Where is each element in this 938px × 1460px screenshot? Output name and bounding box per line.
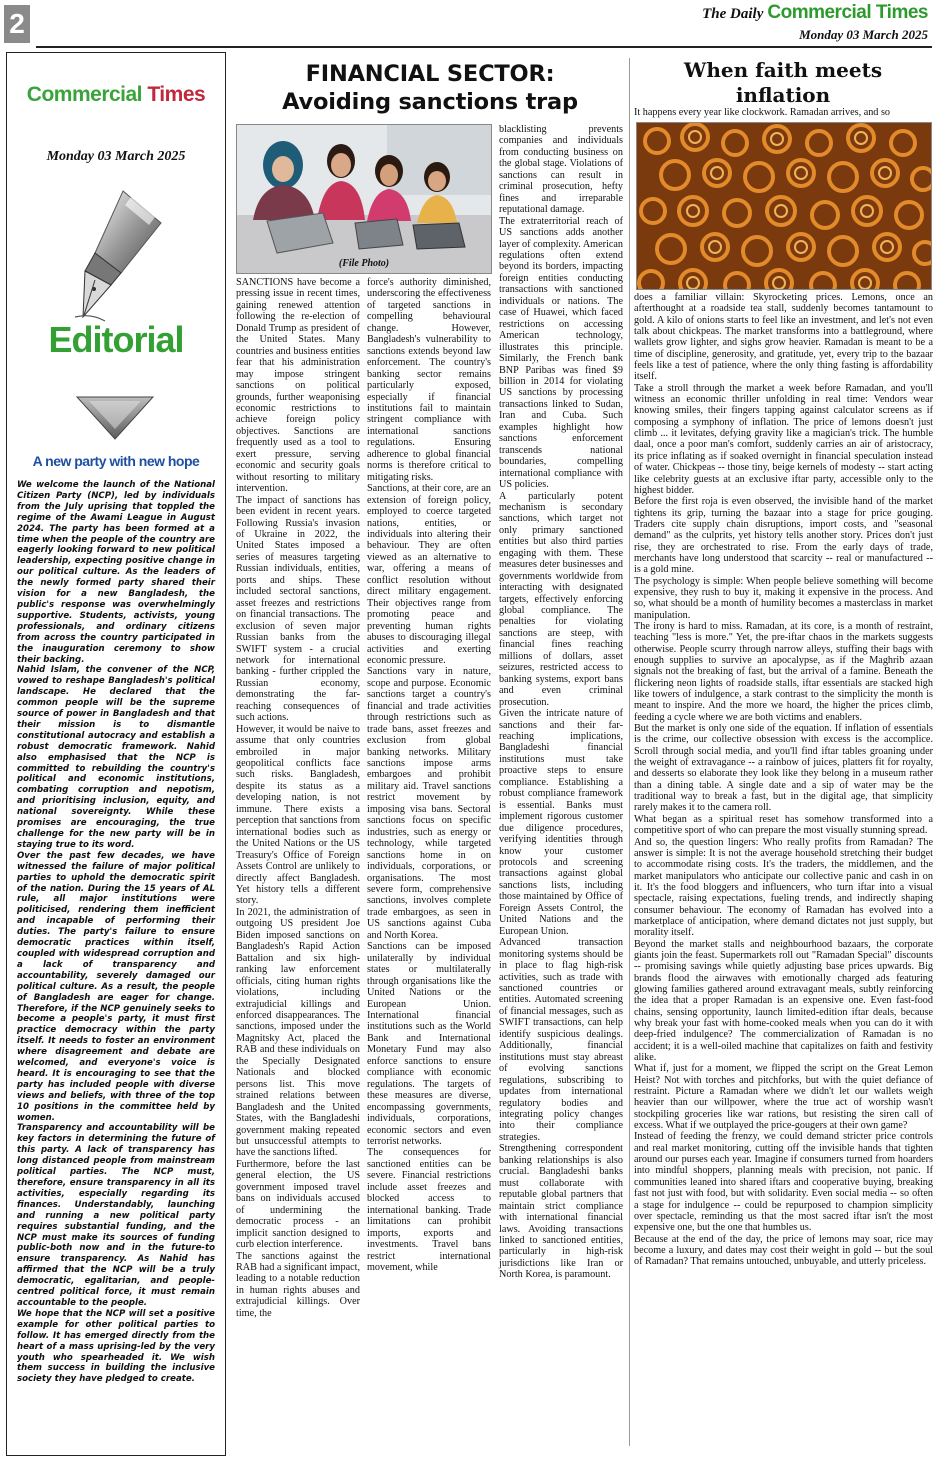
article-paragraph: Advanced transaction monitoring systems should be in place to flag high-risk activities, such as trade with sanctioned countries or entities. Automated screening of financial messages, such as SWIFT transactions, can help identify suspicious dealings. Additionally, financial institutions must stay abreast of evolving sanctions regulations, subscribing to updates from international regulatory bodies and integrating policy changes into their compliance strategies. <box>499 937 623 1143</box>
office-photo-illustration <box>237 125 492 274</box>
article-paragraph: does a familiar villain: Skyrocketing prices. Lemons, once an afterthought at a roadside tea stall, suddenly becomes tantamount to gold. A kilo of onions starts to feel like an investment, and let's not even talk about chickpeas. The market transforms into a battleground, where wallets grow lighter, and sighs grow heavier. Ramadan is meant to be a time of discipline, generosity, and gratitude, yet, every trip to the bazaar feels like a test of patience, where the only thing fasting is affordability itself. <box>634 292 933 383</box>
article-paragraph: Sanctions, at their core, are an extension of foreign policy, employed to coerce targeted nations, entities, or individuals into altering their behaviour. They are often viewed as an alternative to war, offering a means of conflict resolution without direct military engagement. Their objectives range from promoting peace and preventing human rights abuses to discouraging illegal activities and exerting economic pressure. <box>367 483 491 666</box>
editorial-section-title: Editorial <box>48 319 184 360</box>
financial-column-3 <box>499 124 623 1281</box>
financial-column-1 <box>236 277 360 1319</box>
article-paragraph: The consequences for sanctioned entities can be severe. Financial restrictions include asset freezes and blocked access to international banking. Trade limitations can prohibit imports, exports and investments. Travel bans restrict international movement, while <box>367 1147 491 1273</box>
article-paragraph: The psychology is simple: When people believe something will become expensive, they rush to buy it, making it expensive in the process. And so, what should be a month of humility becomes a masterclass in market manipulation. <box>634 575 933 621</box>
article-paragraph: In 2021, the administration of outgoing US president Joe Biden imposed sanctions on Bangladesh's Rapid Action Battalion and six high-ranking law enforcement officials, citing human rights violations, including extrajudicial killings and enforced disappearances. The sanctions, imposed under the Magnitsky Act, placed the RAB and these individuals on the Specially Designated Nationals and blocked persons list. This move strained relations between Bangladesh and the United States, with the Bangladeshi government making repeated but unsuccessful attempts to have the sanctions lifted. <box>236 906 360 1159</box>
editorial-paragraph: Over the past few decades, we have witnessed the failure of major political parties to uphold the democratic spirit of the nation. During the 15 years of AL rule, all major institutions were politicised, rendering them inefficient and incapable of performing their duties. The party's failure to ensure democratic practices within itself, coupled with widespread corruption and a lack of transparency and accountability, severely damaged our political culture. As a result, the people of Bangladesh are eager for change. Therefore, if the NCP genuinely seeks to become a people's party, it must first practice democracy within the party itself. It needs to foster an environment where disagreement and debate are welcomed, and everyone's voice is heard. It is encouraging to see that the party has included people with diverse views and beliefs, with three of the top 10 positions in the committee held by women. <box>17 850 215 1123</box>
commercial-times-logo <box>7 83 225 107</box>
article-paragraph: However, it would be naive to assume that only countries embroiled in major geopolitical conflicts face such risks. Bangladesh, despite its status as a developing nation, is not immune. There exists a perception that sanctions from international bodies such as the United Nations or the US Treasury's Office of Foreign Assets Control are unlikely to directly affect Bangladesh. Yet history tells a different story. <box>236 723 360 907</box>
article-paragraph: What began as a spiritual reset has somehow transformed into a competitive sport of who can prepare the most visually stunning spread. <box>634 813 933 837</box>
masthead <box>702 2 928 24</box>
jilapi-illustration <box>637 123 932 290</box>
headline-line-1: When faith meets <box>683 58 883 82</box>
editorial-body <box>17 480 215 1385</box>
editorial-date: Monday 03 March 2025 <box>46 149 186 164</box>
logo-word-times: Times <box>147 83 206 106</box>
faith-article-intro: It happens every year like clockwork. Ramadan arrives, and so <box>634 107 891 118</box>
women-at-laptops-photo <box>236 124 492 274</box>
article-paragraph: Strengthening correspondent banking relationships is also crucial. Bangladeshi banks must collaborate with reputable global partners that maintain strict compliance with international financial laws. Avoiding transactions linked to sanctioned entities, particularly in high-risk jurisdictions like Iran or North Korea, is paramount. <box>499 1143 623 1281</box>
article-paragraph: The extraterritorial reach of US sanctions adds another layer of complexity. American regulations often extend beyond its borders, impacting foreign entities conducting transactions with sanctioned individuals or nations. The case of Huawei, which faced restrictions on accessing American technology, illustrates this principle. Similarly, the French bank BNP Paribas was fined $9 billion in 2014 for violating US sanctions by processing transactions linked to Sudan, Iran and Cuba. Such examples highlight how sanctions enforcement transcends national boundaries, compelling international compliance with US policies. <box>499 215 623 491</box>
article-paragraph: The sanctions against the RAB had a significant impact, leading to a notable reduction in human rights abuses and extrajudicial killings. Over time, the <box>236 1250 360 1319</box>
editorial-paragraph: We welcome the launch of the National Citizen Party (NCP), led by individuals from the July uprising that toppled the regime of the Awami League in August 2024. The party has been formed at a time when the people of the country are eagerly looking forward to new political leadership, expecting positive change in our political culture. As the leaders of the newly formed party shared their vision for a new Bangladesh, the public's response was overwhelmingly supportive. Students, activists, young professionals, and ordinary citizens from across the country participated in the inauguration ceremony to show their backing. <box>17 480 215 665</box>
header-rule <box>36 46 932 48</box>
masthead-prefix: The Daily <box>702 6 764 22</box>
article-paragraph: The irony is hard to miss. Ramadan, at its core, is a month of restraint, teaching "less is more." Yet, the pre-iftar chaos in the markets suggests otherwise. People scurry through narrow alleys, stuffing their bags with enough supplies to survive an apocalypse, as if the Maghrib azaan signals not the breaking of fast, but the arrival of a famine. Beneath the flickering neon lights of roadside stalls, iftar essentials are stacked high like towers of indulgence, a stark contrast to the simplicity the month is meant to inspire. And the more we hoard, the higher the prices climb, feeding a cycle where we are both victims and enablers. <box>634 620 933 723</box>
article-paragraph: Furthermore, before the last general election, the US government imposed travel bans on individuals accused of undermining the democratic process - an implicit sanction designed to curb election interference. <box>236 1158 360 1251</box>
article-paragraph: Beyond the market stalls and neighbourhood bazaars, the corporate giants join the feast. Supermarkets roll out "Ramadan Special" discounts -- promising savings while quietly adjusting base prices upwards. Big brands flood the airwaves with emotionally charged ads featuring glowing families gathered around extravagant meals, subtly reinforcing the idea that a proper Ramadan is an expensive one. Even fast-food chains, sensing opportunity, launch limited-edition iftar deals, because why break your fast with home-cooked meals when you can do it with deep-fried indulgence? The commercialization of Ramadan is no accident; it is a well-oiled machine that capitalizes on faith and festivity alike. <box>634 938 933 1064</box>
faith-article-body <box>634 292 933 1268</box>
article-paragraph: blacklisting prevents companies and individuals from conducting business on the global stage. Violations of sanctions can result in criminal prosecution, hefty fines and irreparable reputational damage. <box>499 124 623 216</box>
article-paragraph: Sanctions vary in nature, scope and purpose. Economic sanctions target a country's financial and trade activities through restrictions such as trade bans, asset freezes and exclusion from global banking networks. Military sanctions impose arms embargoes and prohibit military aid. Travel sanctions restrict movement by imposing visa bans. Sectoral sanctions focus on specific industries, such as energy or technology, while targeted sanctions home in on individuals, corporations, or organisations. The most severe form, comprehensive sanctions, involves complete trade embargoes, as seen in US sanctions against Cuba and North Korea. <box>367 666 491 941</box>
financial-column-2 <box>367 277 491 1273</box>
masthead-name: Commercial Times <box>767 2 928 23</box>
fountain-pen-icon <box>71 185 169 325</box>
article-paragraph: force's authority diminished, underscoring the effectiveness of targeted sanctions in compelling behavioural change. However, Bangladesh's vulnerability to sanctions extends beyond law enforcement. The country's banking sector remains particularly exposed, especially if financial institutions fail to maintain stringent compliance with international sanctions regulations. Ensuring adherence to global financial norms is therefore critical to mitigating risks. <box>367 277 491 483</box>
editorial-paragraph: We hope that the NCP will set a positive example for other political parties to follow. It has emerged directly from the heart of a mass uprising-led by the very youth who spearheaded it. We wish them success in building the inclusive society they have pledged to create. <box>17 1308 215 1385</box>
editorial-column <box>6 52 226 1456</box>
down-arrow-icon <box>75 395 155 441</box>
editorial-headline: A new party with new hope <box>32 453 200 469</box>
article-paragraph: Instead of feeding the frenzy, we could demand stricter price controls and real market monitoring, cutting off the invisible hands that tighten around our purses each year. Imagine if consumers turned from hoarders into mindful shoppers, planning meals with precision, not panic. If communities leaned into shared iftars and cooperative buying, breaking fast not just with food, but with solidarity. Even social media -- so often a stage for indulgence -- could be repurposed to champion simplicity over spectacle, reminding us that the most sacred iftar isn't the most expensive one, but the one that humbles us. <box>634 1131 933 1234</box>
article-paragraph: Because at the end of the day, the price of lemons may soar, rice may become a luxury, and dates may cost their weight in gold -- but the soul of Ramadan? That remains untouched, unbuyable, and utterly priceless. <box>634 1233 933 1268</box>
headline-line-1: FINANCIAL SECTOR: <box>305 61 555 87</box>
article-paragraph: A particularly potent mechanism is secondary sanctions, which target not only primary sanctioned entities but also third parties engaging with them. These measures deter businesses and governments worldwide from interacting with designated targets, effectively enforcing global compliance. The penalties for violating sanctions are steep, with financial fines reaching millions of dollars, asset seizures, restricted access to banking systems, export bans and even criminal prosecution. <box>499 490 623 708</box>
headline-line-2: inflation <box>735 83 831 107</box>
editorial-paragraph: Transparency and accountability will be key factors in determining the future of this party. A lack of transparency has long distanced people from mainstream political parties. The NCP must, therefore, ensure transparency in all its activities, especially regarding its finances. Understandably, launching and running a new political party requires substantial funding, and the NCP must make its sources of funding public-both now and in the future-to ensure transparency. As Nahid has affirmed that the NCP will be a truly democratic, egalitarian, and people-centred political force, it must remain accountable to the people. <box>17 1123 215 1308</box>
article-paragraph: The impact of sanctions has been evident in recent years. Following Russia's invasion of Ukraine in 2022, the United States imposed a series of measures targeting Russian individuals, entities, ports and ships. These included sectoral sanctions, asset freezes and restrictions on financial transactions. The exclusion of seven major Russian banks from the SWIFT system - a crucial network for international banking - further crippled the Russian economy, demonstrating the far-reaching consequences of such actions. <box>236 494 360 724</box>
article-paragraph: Sanctions can be imposed unilaterally by individual states or multilaterally through organisations like the United Nations or the European Union. International financial institutions such as the World Bank and International Monetary Fund may also enforce sanctions to ensure compliance with economic regulations. The targets of these measures are diverse, encompassing governments, individuals, corporations, economic sectors and even terrorist networks. <box>367 941 491 1147</box>
photo-caption: (File Photo) <box>338 258 390 269</box>
article-paragraph: But the market is only one side of the equation. If inflation of essentials is the crime, our collective obsession with excess is the accomplice. Scroll through social media, and you'll find iftar tables groaning under the weight of extravagance -- a rainbow of juices, platters fit for royalty, and desserts so elaborate they look like they belong in a museum rather than a dining table. A single date and a sip of water may be the traditional way to break a fast, but in the digital age, that simplicity rarely makes it to the camera roll. <box>634 723 933 814</box>
headline-line-2: Avoiding sanctions trap <box>282 89 578 115</box>
logo-word-commercial: Commercial <box>26 83 143 106</box>
financial-article-headline <box>234 60 626 116</box>
article-paragraph: What if, just for a moment, we flipped the script on the Great Lemon Heist? Not with torches and pitchforks, but with the quiet defiance of restraint. Picture a Ramadan where we didn't let our wallets weigh heavier than our willpower, where the true act of worship wasn't stockpiling groceries like war rations, but resisting the siren call of excess. What if we outplayed the price-gougers at their own game? <box>634 1063 933 1132</box>
page-number: 2 <box>4 5 30 43</box>
issue-date: Monday 03 March 2025 <box>799 27 928 42</box>
article-paragraph: Before the first roja is even observed, the invisible hand of the market tightens its grip, turning the bazaar into a stage for price gouging. Traders cite supply chain disruptions, import costs, and "seasonal demand" as the culprits, yet history tells another story. Prices don't just rise, they are orchestrated to rise. From the early days of trade, merchants have long understood that scarcity -- real or manufactured -- is a gold mine. <box>634 496 933 576</box>
article-paragraph: Given the intricate nature of sanctions and their far-reaching implications, Bangladeshi financial institutions must take proactive steps to ensure compliance. Establishing a robust compliance framework is essential. Banks must implement rigorous customer due diligence procedures, verifying identities through know your customer protocols and screening transactions against global sanctions lists, including those maintained by Office of Foreign Assets Control, the United Nations and the European Union. <box>499 708 623 937</box>
article-paragraph: And so, the question lingers: Who really profits from Ramadan? The answer is simple: It is not the average household stretching their budget to accommodate rising costs. It's the traders, the middlemen, and the market manipulators who anticipate our collective panic and cash in on it. It's the food bloggers and influencers, who turn iftar into a visual spectacle, raising expectations, fueling trends, and indirectly shaping consumer behaviour. The economy of Ramadan has evolved into a marketplace of anticipation, where demand dictates not just supply, but morality itself. <box>634 836 933 939</box>
article-paragraph: SANCTIONS have become a pressing issue in recent times, gaining renewed attention following the re-election of Donald Trump as president of the United States. Many countries and business entities fear that his administration may impose stringent sanctions on political grounds, further weaponising economic restrictions to achieve foreign policy objectives. Sanctions are frequently used as a tool to exert pressure, serving economic and security goals without resorting to military intervention. <box>236 277 360 495</box>
article-paragraph: Take a stroll through the market a week before Ramadan, and you'll witness an economic thriller unfolding in real time: Vendors wear knowing smiles, their fingers tapping against calculator screens as if composing a symphony of inflation. The price of lemons doesn't just climb ... it levitates, defying gravity like a magician's trick. The humble daal, once a poor man's comfort, suddenly carries an air of aristocracy, its price inflating as if soaked overnight in financial speculation instead of water. Chickpeas -- those tiny, beige kernels of modesty -- start acting like celebrity guests at an exclusive iftar party, accessible only to the highest bidder. <box>634 382 933 496</box>
column-divider <box>629 58 630 1446</box>
editorial-paragraph: Nahid Islam, the convener of the NCP, vowed to reshape Bangladesh's political landscape. He declared that the common people will be the supreme source of power in Bangladesh and that their mission is to dismantle constitutional autocracy and establish a robust democratic framework. Nahid also emphasised that the NCP is committed to rebuilding the country's political and economic institutions, combating corruption and nepotism, and prioritising inclusion, equity, and national sovereignty. While these promises are encouraging, the true challenge for the new party will be in staying true to its word. <box>17 665 215 850</box>
faith-article-headline <box>634 58 932 108</box>
jilapi-sweets-photo <box>636 122 932 290</box>
